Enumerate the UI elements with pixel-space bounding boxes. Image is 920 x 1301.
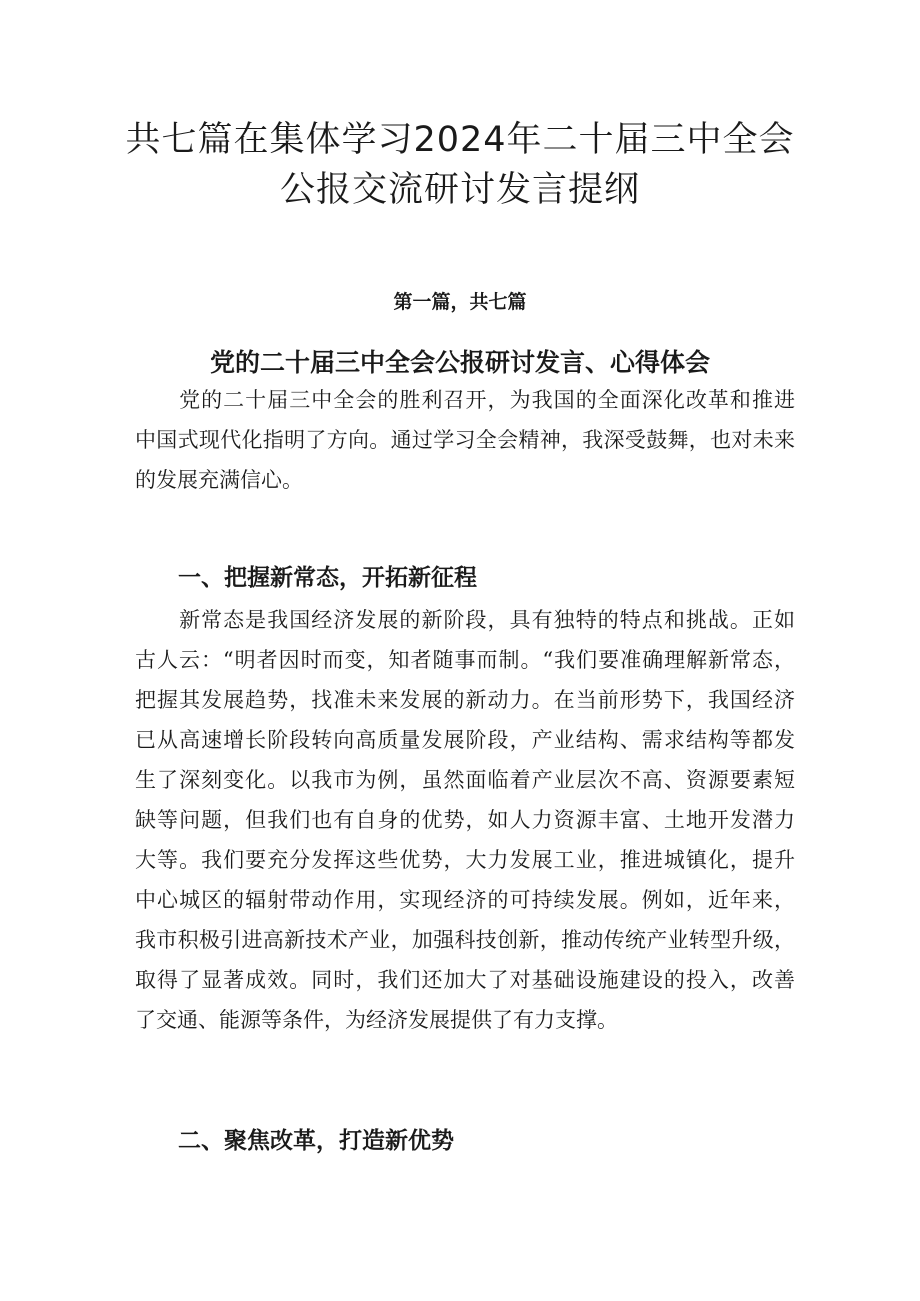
- section-1-paragraph: [135, 600, 795, 1040]
- paragraph-line: 我市积极引进高新技术产业，加强科技创新，推动传统产业转型升级，: [135, 928, 795, 952]
- paragraph-line: 大等。我们要充分发挥这些优势，大力发展工业，推进城镇化，提升: [135, 848, 795, 872]
- paragraph-line: 古人云：“明者因时而变，知者随事而制。“我们要准确理解新常态，: [135, 648, 795, 672]
- paragraph-line: 已从高速增长阶段转向高质量发展阶段，产业结构、需求结构等都发: [135, 728, 795, 752]
- document-title-line-1: 共七篇在集体学习2024年二十届三中全会: [125, 120, 795, 160]
- section-1-heading: 一、把握新常态，开拓新征程: [178, 565, 477, 591]
- paragraph-line: 中心城区的辐射带动作用，实现经济的可持续发展。例如，近年来，: [135, 888, 795, 912]
- intro-paragraph: [135, 380, 795, 500]
- intro-line: 党的二十届三中全会的胜利召开，为我国的全面深化改革和推进: [135, 388, 795, 412]
- intro-line: 的发展充满信心。: [135, 468, 303, 492]
- speech-title: 党的二十届三中全会公报研讨发言、心得体会: [209, 348, 710, 377]
- paragraph-line: 缺等问题，但我们也有自身的优势，如人力资源丰富、土地开发潜力: [135, 808, 795, 832]
- piece-label: 第一篇，共七篇: [393, 291, 527, 313]
- paragraph-line: 新常态是我国经济发展的新阶段，具有独特的特点和挑战。正如: [135, 608, 795, 632]
- paragraph-line: 把握其发展趋势，找准未来发展的新动力。在当前形势下，我国经济: [135, 688, 795, 712]
- section-2-heading: 二、聚焦改革，打造新优势: [178, 1128, 454, 1154]
- paragraph-line: 生了深刻变化。以我市为例，虽然面临着产业层次不高、资源要素短: [135, 768, 795, 792]
- paragraph-line: 取得了显著成效。同时，我们还加大了对基础设施建设的投入，改善: [135, 968, 795, 992]
- paragraph-line: 了交通、能源等条件，为经济发展提供了有力支撑。: [135, 1008, 618, 1032]
- intro-line: 中国式现代化指明了方向。通过学习全会精神，我深受鼓舞，也对未来: [135, 428, 795, 452]
- document-title-line-2: 公报交流研讨发言提纲: [279, 170, 640, 210]
